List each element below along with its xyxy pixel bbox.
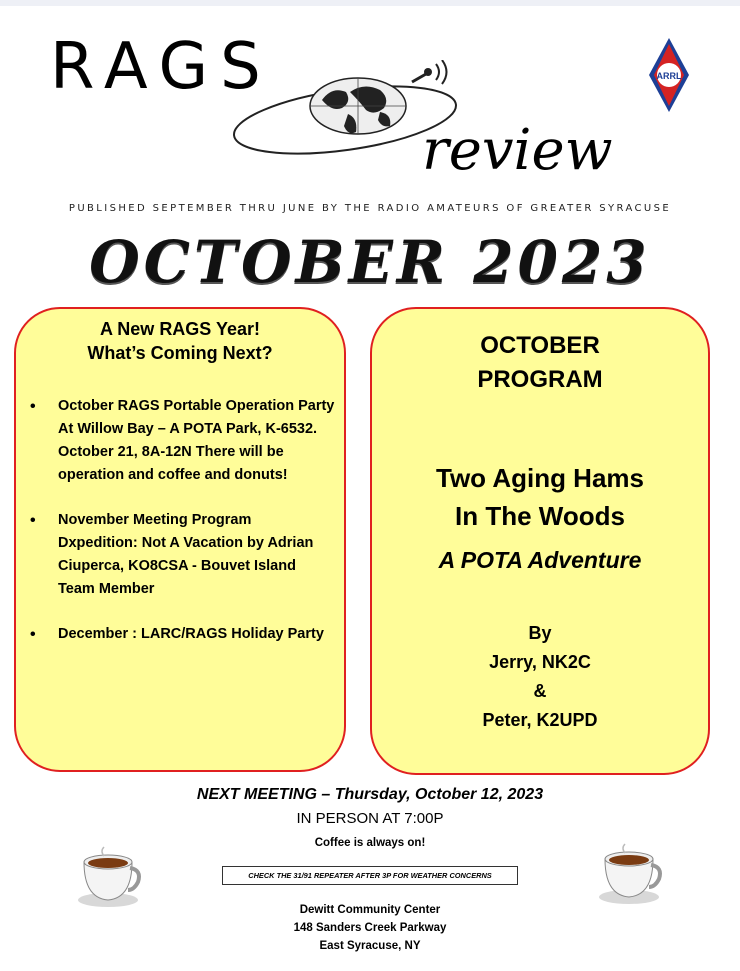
- venue-name: Dewitt Community Center: [299, 904, 441, 916]
- program-title-line2: In The Woods: [455, 501, 625, 531]
- presenter-2: Peter, K2UPD: [482, 710, 598, 730]
- masthead: [0, 8, 740, 198]
- month-title: OCTOBER 2023: [89, 228, 651, 296]
- venue-street: 148 Sanders Creek Parkway: [293, 922, 447, 934]
- weather-warning: CHECK THE 31/91 REPEATER AFTER 3P FOR WEATHER CONCERNS: [222, 866, 518, 885]
- masthead-review: review: [422, 118, 613, 183]
- program-heading-line1: OCTOBER: [480, 332, 600, 359]
- coffee-cup-icon: [76, 846, 142, 908]
- program-presenters: [372, 619, 708, 735]
- program-subtitle: A POTA Adventure: [438, 547, 642, 573]
- arrl-diamond-icon: [647, 36, 691, 114]
- coffee-note: Coffee is always on!: [314, 837, 426, 849]
- events-title-line2: What’s Coming Next?: [87, 343, 273, 363]
- events-panel-title: [16, 317, 344, 365]
- events-panel: [14, 307, 346, 772]
- list-item: • December : LARC/RAGS Holiday Party: [30, 623, 335, 646]
- tagline: PUBLISHED SEPTEMBER THRU JUNE BY THE RADIO AMATEURS OF GREATER SYRACUSE: [68, 203, 672, 214]
- program-heading: [372, 329, 708, 397]
- program-panel: [370, 307, 710, 775]
- list-item: • October RAGS Portable Operation Party At Willow Bay – A POTA Park, K-6532. October 21, 8A-12N There will be operation and coffee and donuts!: [30, 395, 335, 487]
- program-heading-line2: PROGRAM: [477, 366, 603, 393]
- events-title-line1: A New RAGS Year!: [99, 319, 261, 339]
- top-strip: [0, 0, 740, 6]
- program-title: [372, 459, 708, 535]
- venue-city: East Syracuse, NY: [319, 940, 421, 952]
- list-item: • November Meeting Program Dxpedition: Not A Vacation by Adrian Ciuperca, KO8CSA - Bouvet Island Team Member: [30, 509, 335, 601]
- presenter-amp: &: [533, 681, 547, 701]
- program-title-line1: Two Aging Hams: [436, 463, 644, 493]
- presenter-1: Jerry, NK2C: [489, 652, 591, 672]
- next-meeting: NEXT MEETING – Thursday, October 12, 2023: [196, 786, 544, 803]
- program-by: By: [528, 623, 552, 643]
- events-list: [30, 395, 335, 668]
- coffee-cup-icon: [597, 843, 663, 905]
- masthead-rags: RAGS: [50, 30, 273, 104]
- in-person-time: IN PERSON AT 7:00P: [296, 810, 444, 827]
- arrl-logo-text: ARRL: [656, 71, 682, 81]
